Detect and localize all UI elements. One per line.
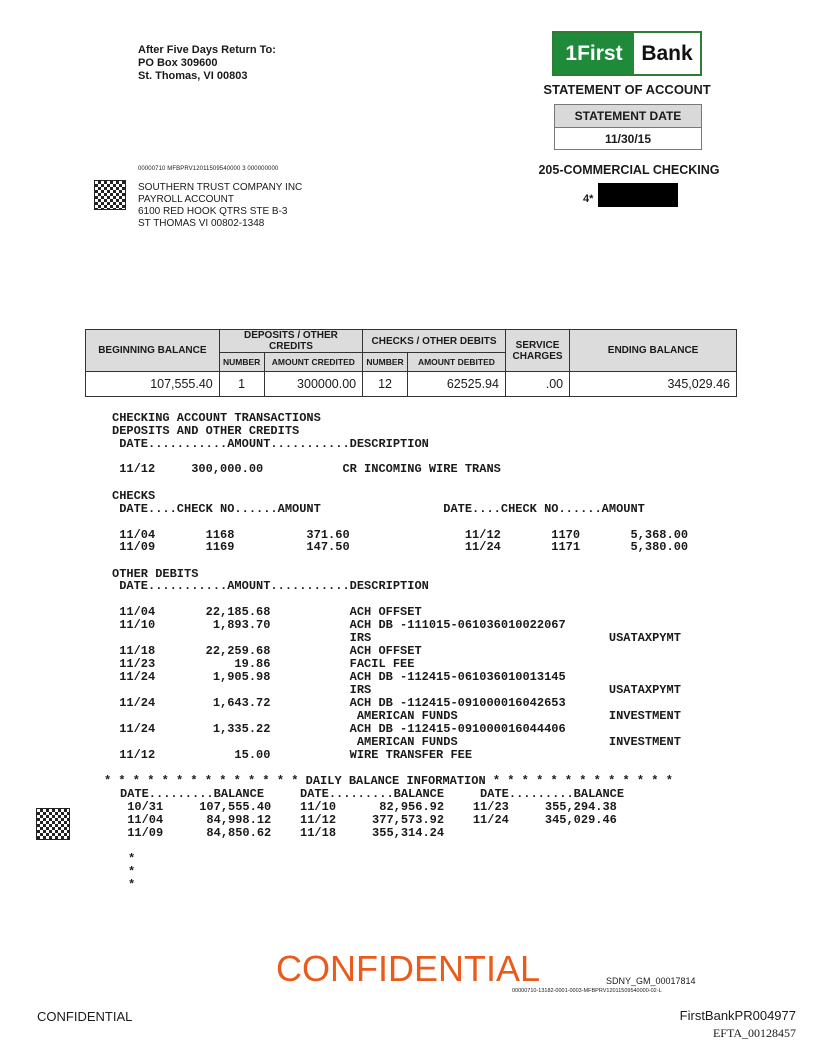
confidential-label: CONFIDENTIAL: [37, 1009, 133, 1024]
deposit-amount-value: 300000.00: [264, 372, 363, 397]
other-debits-header: DATE...........AMOUNT...........DESCRIPTION: [112, 579, 429, 593]
bank-logo: [552, 31, 702, 76]
section-title: CHECKING ACCOUNT TRANSACTIONS: [112, 411, 321, 425]
logo-left: 1First: [554, 33, 634, 74]
deposits-title: DEPOSITS AND OTHER CREDITS: [112, 424, 300, 438]
debit-row: 11/24 1,335.22 ACH DB -112415-091000016044406: [112, 722, 566, 736]
daily-balance-row: 11/04 84,998.12 11/12 377,573.92 11/24 345,029.46: [120, 813, 617, 827]
daily-balance-header: DATE.........BALANCE DATE.........BALANCE DATE.........BALANCE: [120, 787, 625, 801]
sdny-number: SDNY_GM_00017814: [606, 976, 696, 986]
ending-balance-value: 345,029.46: [570, 372, 737, 397]
check-row: 11/09 1169 147.50 11/24 1171 5,380.00: [112, 540, 689, 554]
barcode-icon: [94, 180, 126, 210]
address-line4: ST THOMAS VI 00802-1348: [138, 218, 265, 229]
deposit-number-value: 1: [219, 372, 264, 397]
checks-title: CHECKS: [112, 489, 156, 503]
debit-row: 11/24 1,905.98 ACH DB -112415-061036010013145: [112, 670, 566, 684]
document-code: 00000710-13182-0001-0003-MFBPRV12011509540000-02-L: [512, 988, 662, 994]
return-address-line1: After Five Days Return To:: [138, 44, 276, 56]
debit-row: AMERICAN FUNDS INVESTMENT: [112, 735, 681, 749]
logo-right: Bank: [634, 33, 700, 74]
th-chk-number: NUMBER: [363, 353, 408, 372]
th-service-charges: SERVICE CHARGES: [505, 330, 569, 372]
statement-title: STATEMENT OF ACCOUNT: [543, 82, 711, 97]
debit-row: 11/24 1,643.72 ACH DB -112415-091000016042653: [112, 696, 566, 710]
mail-code: 00000710 MFBPRV12011509540000 3 000000000: [138, 166, 279, 172]
th-checks: CHECKS / OTHER DEBITS: [363, 330, 506, 353]
star-marker: *: [128, 865, 136, 879]
statement-date-value: 11/30/15: [604, 132, 652, 146]
statement-date-label: STATEMENT DATE: [555, 105, 701, 128]
star-marker: *: [128, 852, 136, 866]
address-line1: SOUTHERN TRUST COMPANY INC: [138, 182, 303, 193]
other-debits-title: OTHER DEBITS: [112, 567, 199, 581]
barcode-icon: [36, 808, 70, 840]
beginning-balance-value: 107,555.40: [86, 372, 220, 397]
credit-row: 11/12 300,000.00 CR INCOMING WIRE TRANS: [112, 462, 501, 476]
efta-number: EFTA_00128457: [712, 1026, 796, 1040]
statement-date-box: [554, 104, 702, 150]
daily-balance-title: * * * * * * * * * * * * * * DAILY BALANCE INFORMATION * * * * * * * * * * * * *: [104, 774, 673, 788]
deposits-header: DATE...........AMOUNT...........DESCRIPTION: [112, 437, 429, 451]
th-deposits: DEPOSITS / OTHER CREDITS: [219, 330, 362, 353]
bates-number: FirstBankPR004977: [679, 1008, 796, 1023]
return-address-line3: St. Thomas, VI 00803: [138, 70, 248, 82]
th-beginning-balance: BEGINNING BALANCE: [86, 330, 220, 372]
star-marker: *: [128, 878, 136, 892]
balance-summary-table: [85, 329, 737, 397]
check-row: 11/04 1168 371.60 11/12 1170 5,368.00: [112, 528, 689, 542]
th-amount-debited: AMOUNT DEBITED: [407, 353, 505, 372]
debit-row: 11/04 22,185.68 ACH OFFSET: [112, 605, 422, 619]
th-amount-credited: AMOUNT CREDITED: [264, 353, 363, 372]
th-dep-number: NUMBER: [219, 353, 264, 372]
check-number-value: 12: [363, 372, 408, 397]
debit-row: IRS USATAXPYMT: [112, 683, 681, 697]
debit-row: 11/18 22,259.68 ACH OFFSET: [112, 644, 422, 658]
debit-row: AMERICAN FUNDS INVESTMENT: [112, 709, 681, 723]
daily-balance-row: 11/09 84,850.62 11/18 355,314.24: [120, 826, 445, 840]
confidential-stamp: CONFIDENTIAL: [275, 948, 541, 989]
return-address: [138, 44, 276, 83]
daily-balance-row: 10/31 107,555.40 11/10 82,956.92 11/23 355,294.38: [120, 800, 617, 814]
debit-row: 11/10 1,893.70 ACH DB -111015-061036010022067: [112, 618, 566, 632]
checks-header: DATE....CHECK NO......AMOUNT DATE....CHECK NO......AMOUNT: [112, 502, 645, 516]
debit-row: 11/12 15.00 WIRE TRANSFER FEE: [112, 748, 473, 762]
check-amount-value: 62525.94: [407, 372, 505, 397]
address-line2: PAYROLL ACCOUNT: [138, 194, 234, 205]
account-type: 205-COMMERCIAL CHECKING: [538, 163, 720, 177]
debit-row: 11/23 19.86 FACIL FEE: [112, 657, 415, 671]
redaction-box: [598, 183, 678, 207]
return-address-line2: PO Box 309600: [138, 57, 218, 69]
debit-row: IRS USATAXPYMT: [112, 631, 681, 645]
mailing-address: [138, 182, 302, 230]
address-line3: 6100 RED HOOK QTRS STE B-3: [138, 206, 288, 217]
account-number-prefix: 4*: [583, 193, 594, 205]
th-ending-balance: ENDING BALANCE: [570, 330, 737, 372]
service-charge-value: .00: [505, 372, 569, 397]
